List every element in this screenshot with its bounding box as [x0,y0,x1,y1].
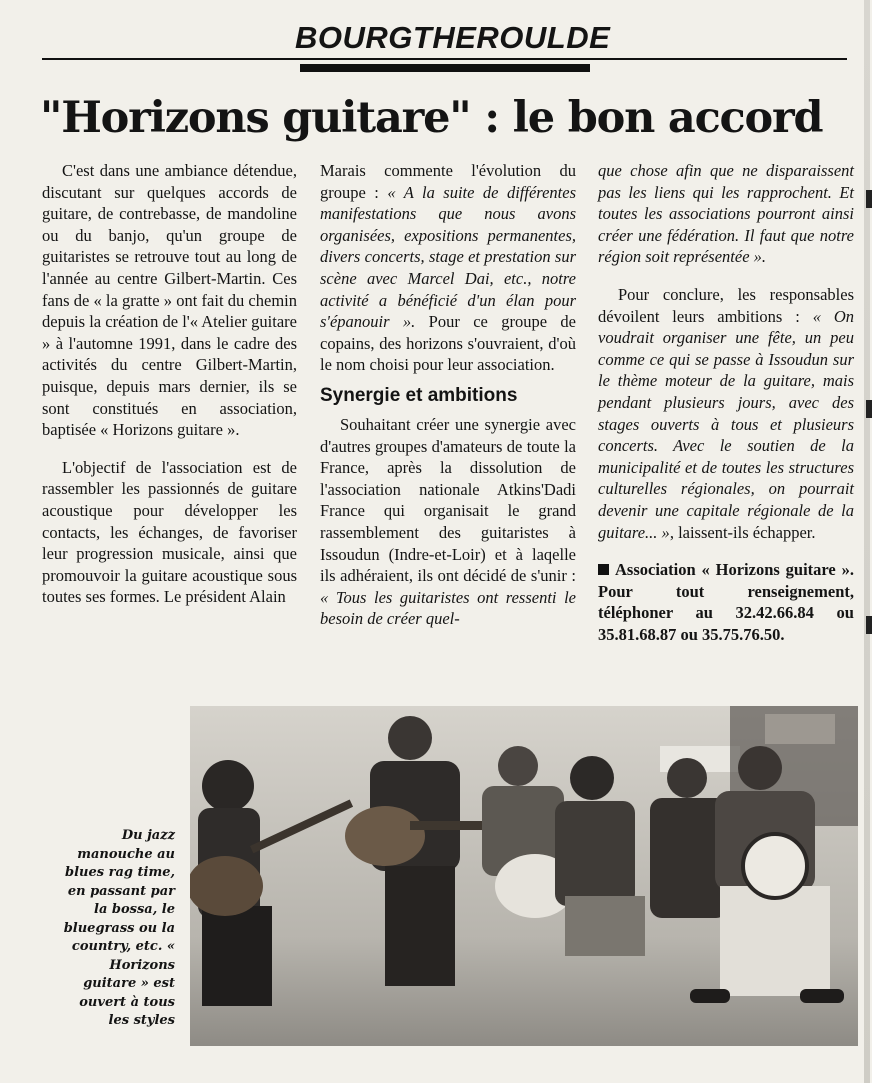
text-run: Marais commente l'évolution du groupe : [320,161,576,202]
quote: « Tous les guitaristes ont ressenti le besoin de créer quel- [320,587,576,629]
paragraph [320,414,576,630]
column-3 [598,160,854,645]
text-run: , laissent-ils échapper. [669,522,816,542]
top-rule [42,58,847,60]
subheading: Synergie et ambitions [320,384,518,406]
page-edge [864,0,870,1083]
paragraph [598,160,854,268]
section-bar [300,64,590,72]
edge-mark [866,400,872,418]
quote: que chose afin que ne disparaissent pas les liens qui les rapprochent. Et toutes les associations pourront ainsi créer une fédération. Il faut que notre région soit représentée ». [598,161,854,267]
text-run: Pour conclure, les responsables dévoilent leurs ambitions : [598,284,854,326]
quote: « A la suite de différentes manifestations que nous avons organisées, expositions permanentes, divers concerts, stage et prestation sur scène avec Marcel Dai, etc., notre activité a bénéficié d'un élan pour s'épanouir ». [320,182,577,332]
section-title: BOURGTHEROULDE [295,20,611,55]
column-2 [320,160,576,630]
paragraph: C'est dans une ambiance détendue, discutant sur quelques accords de guitare, de contrebasse, de mandoline ou du banjo, qu'un groupe de guitaristes se retrouve tout au long de l'année au centre Gilbert-Martin. Ces fans de « la gratte » ont fait du chemin depuis la création de l'« Atelier guitare » à l'automne 1991, dans le cadre des activités du centre Gilbert-Martin, puisque, depuis mars dernier, ils se sont constitués en association, baptisée « Horizons guitare ». [42,161,297,440]
text-run: Pour ce groupe de copains, des horizons s'ouvraient, d'où le nom choisi pour leur association. [320,312,576,375]
paragraph [598,284,854,543]
edge-mark [866,616,872,634]
column-1 [42,160,297,608]
photo-illustration [190,706,858,1046]
square-bullet-icon [598,564,609,575]
band-photo [190,706,858,1046]
paragraph: L'objectif de l'association est de rassembler les passionnés de guitare acoustique pour développer les contacts, les échanges, de favoriser leur progression musicale, ainsi que promouvoir la guitare acoustique sous toutes ses formes. Le président Alain [42,457,297,607]
contact-info [598,559,854,645]
contact-text: Association « Horizons guitare ». Pour tout renseignement, téléphoner au 32.42.66.84 ou 35.81.68.87 ou 35.75.76.50. [598,560,854,644]
edge-mark [866,190,872,208]
photo-caption: Du jazz manouche au blues rag time, en passant par la bossa, le bluegrass ou la country, etc. « Horizons guitare » est ouvert à tous les styles [63,828,175,1028]
paragraph [320,160,576,376]
quote: « On voudrait organiser une fête, un peu comme ce qui se passe à Issoudun sur le thème moteur de la guitare, mais pendant plusieurs jours, avec des stages ouverts à tous et plusieurs concerts. Avec le soutien de la municipalité et de toutes les structures culturelles régionales, on pourrait devenir une capitale régionale de la guitare... » [598,306,855,542]
text-run: Souhaitant créer une synergie avec d'autres groupes d'amateurs de toute la France, après la dissolution de l'association nationale Atkins'Dadi France qui organisait le grand rassemblement des guitaristes à Issoudun (Indre-et-Loir) et à laqelle ils adhéraient, ils ont décidé de s'unir : [320,414,576,586]
headline: "Horizons guitare" : le bon accord [40,93,823,143]
